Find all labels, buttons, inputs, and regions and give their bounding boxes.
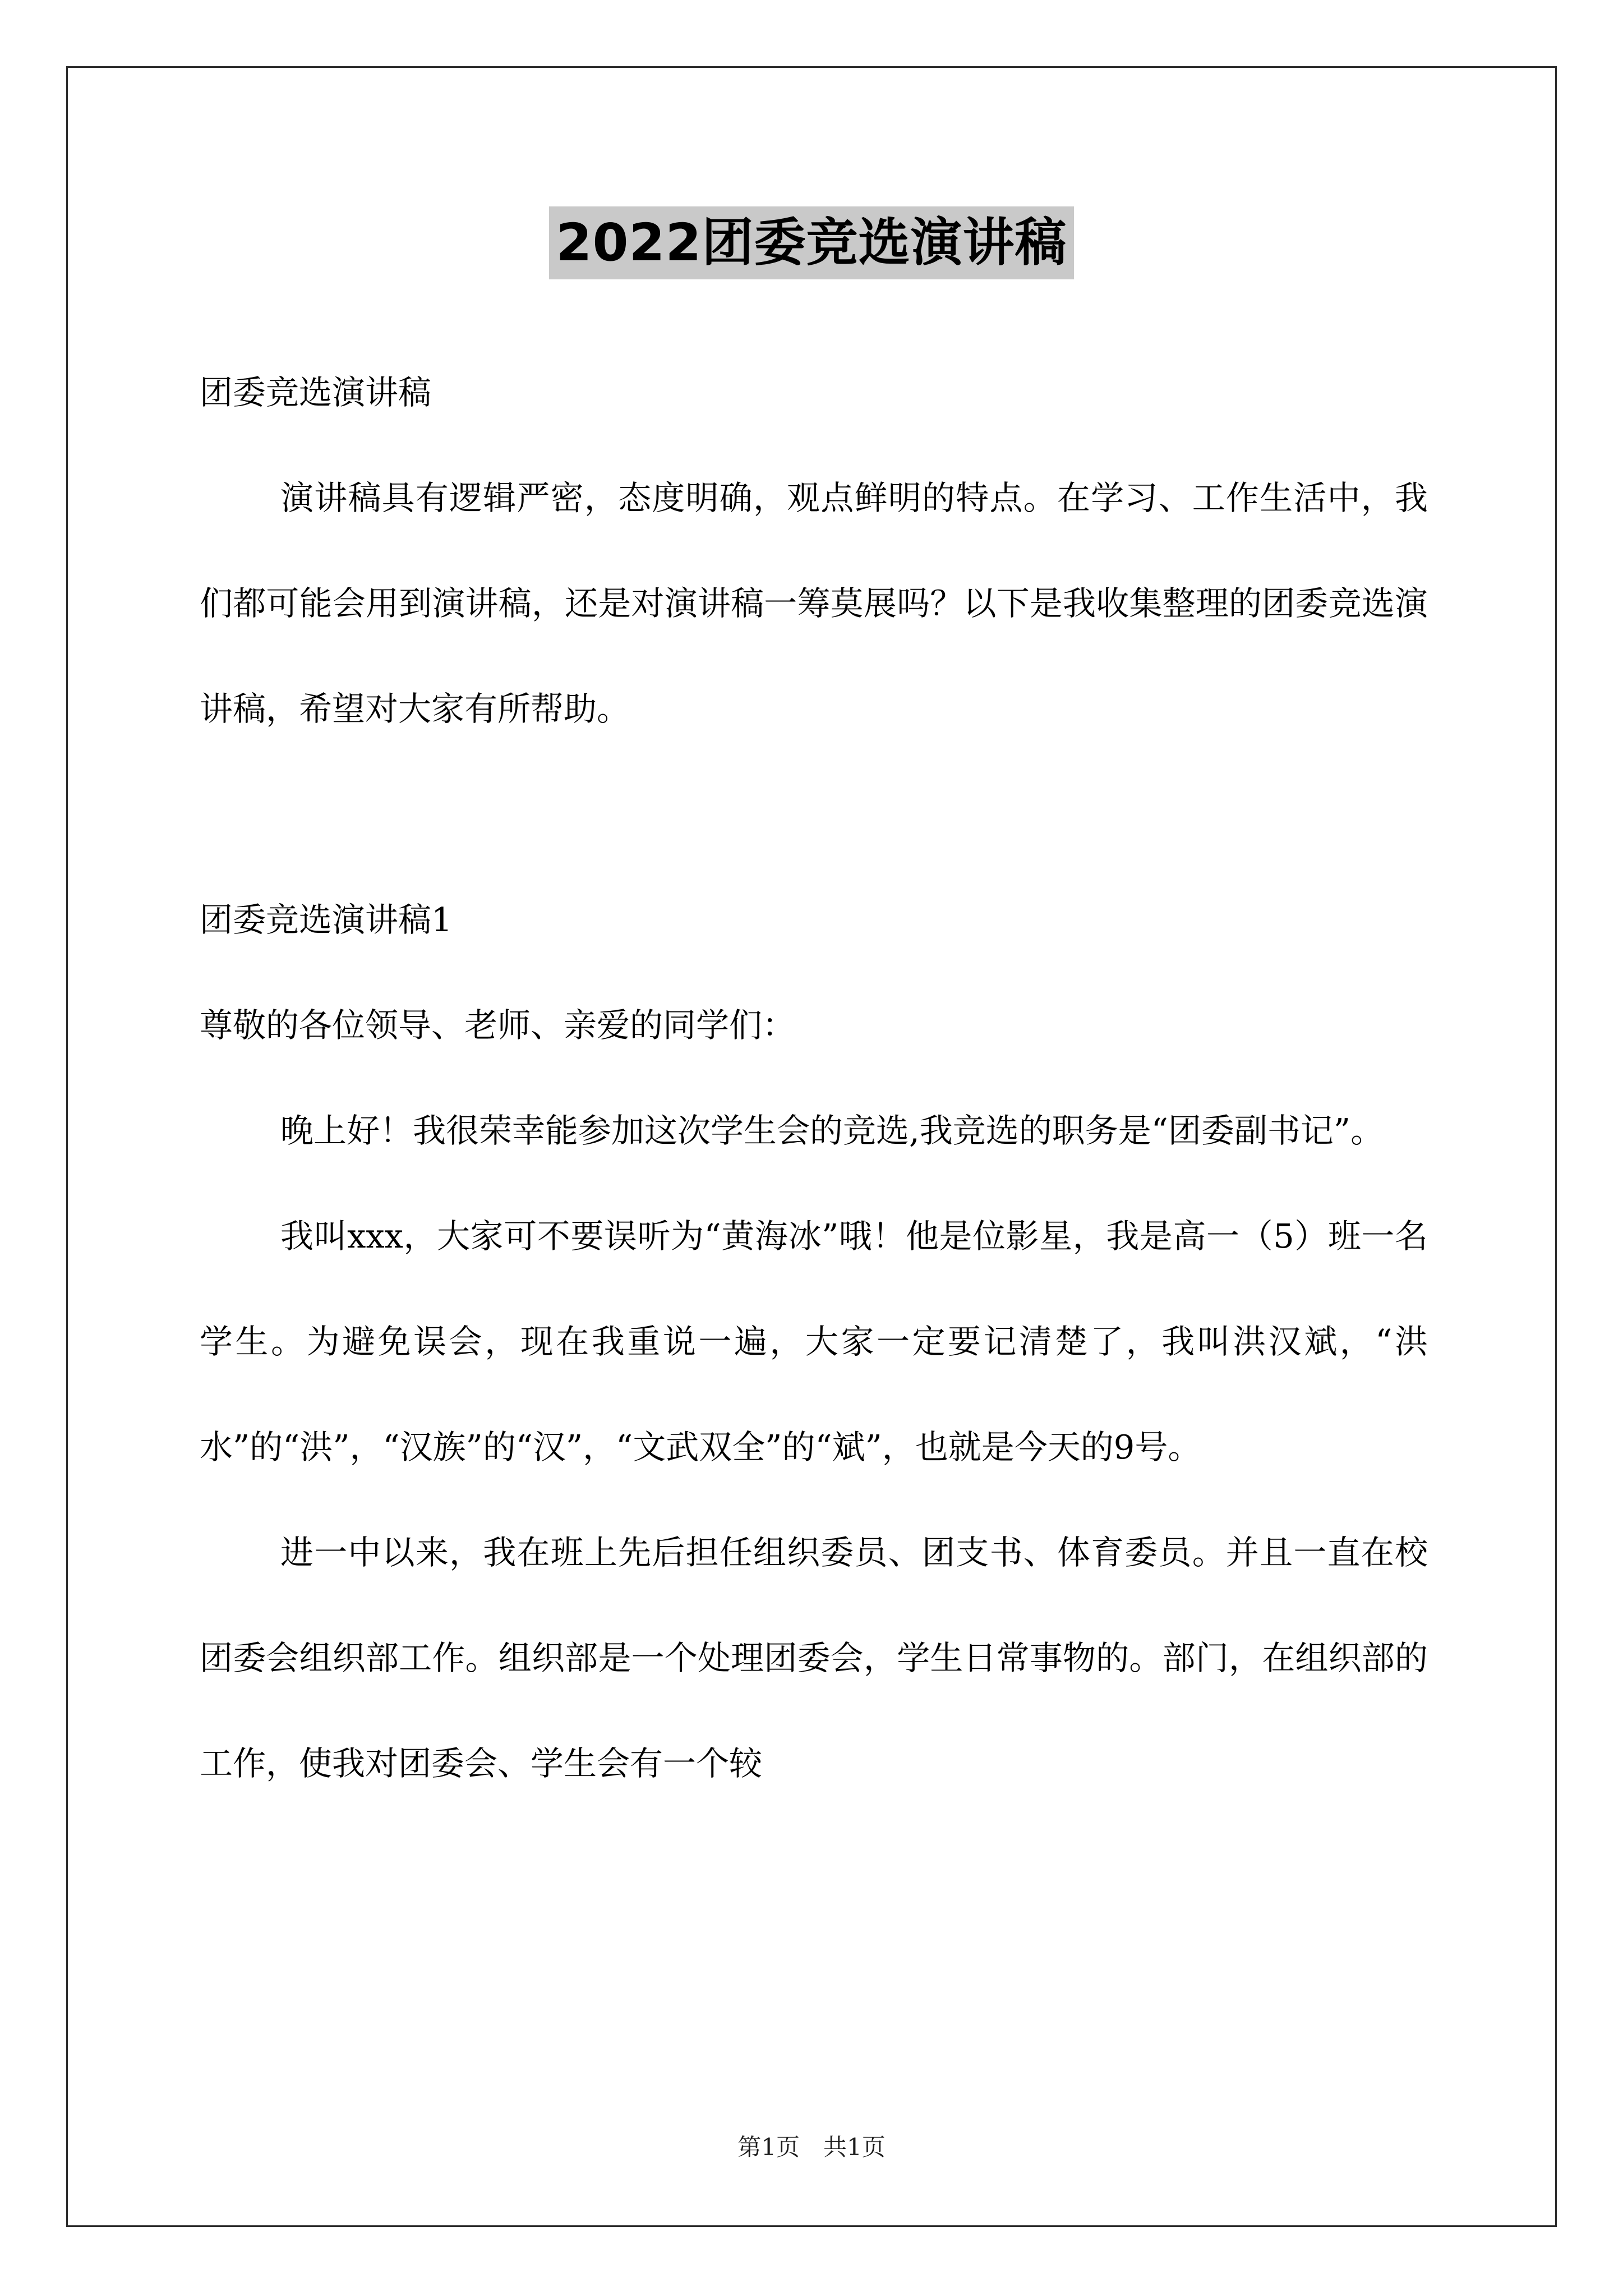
salutation: 尊敬的各位领导、老师、亲爱的同学们： [200,1006,796,1045]
paragraph-spacer [200,762,1428,867]
body-paragraph: 晚上好！我很荣幸能参加这次学生会的竞选,我竞选的职务是“团委副书记”。 [280,1111,1384,1150]
document-title: 2022团委竞选演讲稿 [549,206,1073,279]
document-body [200,340,1428,1816]
page-footer: 第1页 共1页 [737,2133,886,2161]
section-heading: 团委竞选演讲稿 [200,373,432,412]
title-block [0,206,1623,279]
speech-heading: 团委竞选演讲稿1 [200,900,453,939]
body-paragraph: 我叫xxx，大家可不要误听为“黄海冰”哦！他是位影星，我是高一（5）班一名学生。为避免误会，现在我重说一遍，大家一定要记清楚了，我叫洪汉斌，“洪水”的“洪”，“汉族”的“汉”，“文武双全”的“斌”，也就是今天的9号。 [200,1217,1428,1466]
body-paragraph: 进一中以来，我在班上先后担任组织委员、团支书、体育委员。并且一直在校团委会组织部工作。组织部是一个处理团委会，学生日常事物的。部门，在组织部的工作，使我对团委会、学生会有一个较 [200,1533,1428,1783]
intro-paragraph: 演讲稿具有逻辑严密，态度明确，观点鲜明的特点。在学习、工作生活中，我们都可能会用到演讲稿，还是对演讲稿一筹莫展吗？以下是我收集整理的团委竞选演讲稿，希望对大家有所帮助。 [200,478,1428,728]
